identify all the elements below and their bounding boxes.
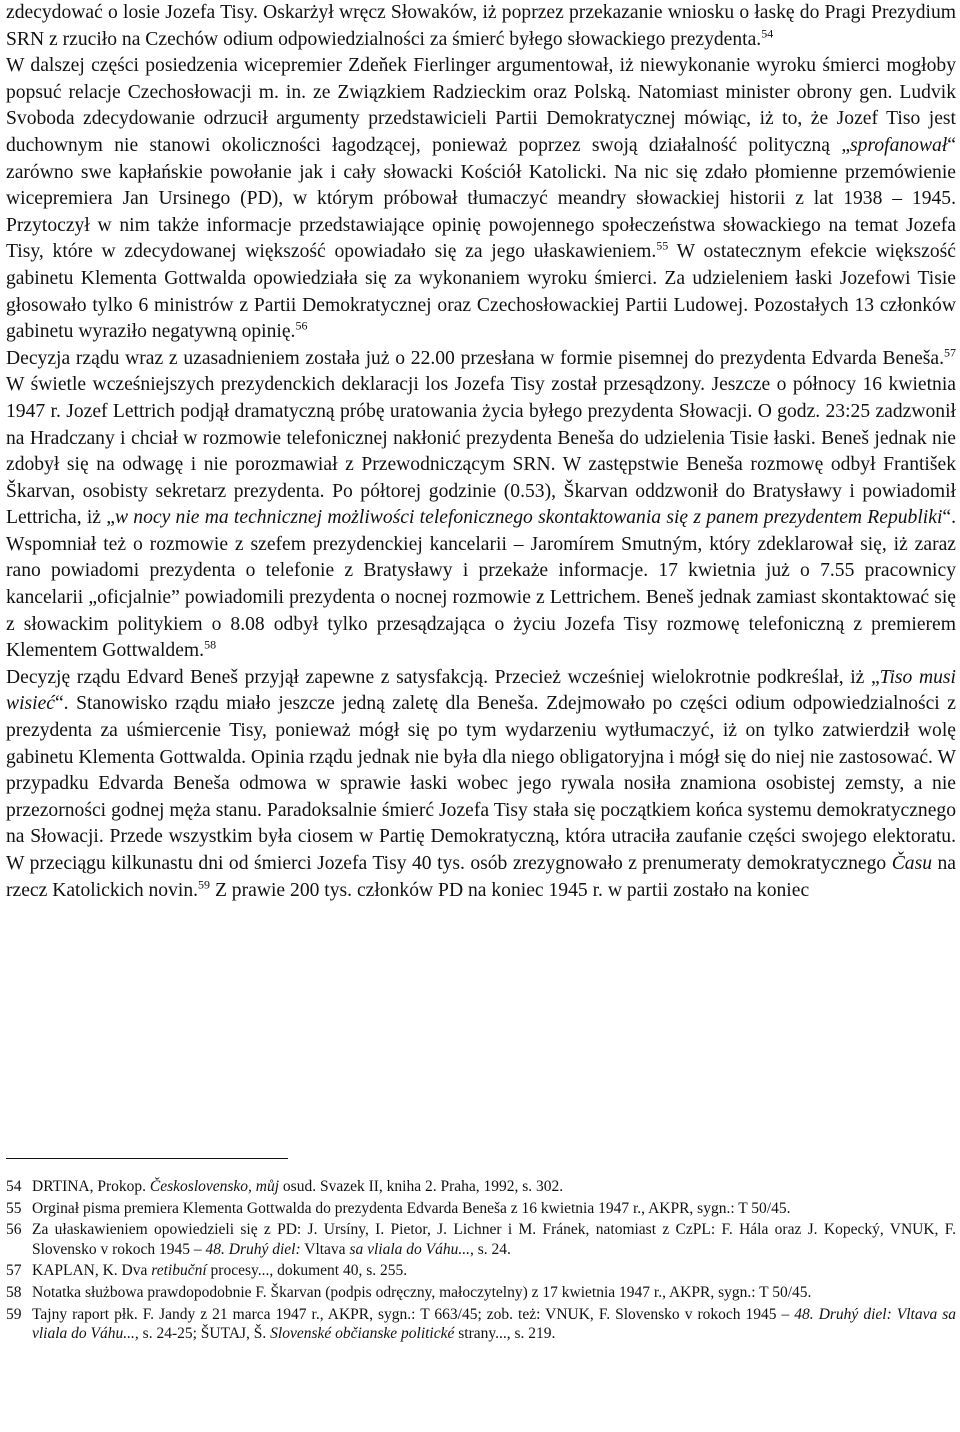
- footnote-ref-57[interactable]: 57: [944, 345, 956, 360]
- footnote-57: [6, 1261, 956, 1281]
- footnote-number: 54: [6, 1178, 22, 1195]
- footnote-number: 59: [6, 1305, 22, 1323]
- italic-text: Času: [891, 853, 932, 874]
- text-run: Tajny raport płk. F. Jandy z 21 marca 1947 r., AKPR, sygn.: T 663/45; zob. też: VNUK, F. Slovensko v rokoch 1945: [32, 1305, 782, 1323]
- italic-text: Tiso musi wisieć: [6, 666, 956, 715]
- footnote-ref-54[interactable]: 54: [761, 26, 774, 41]
- footnote-number: 55: [6, 1199, 22, 1217]
- italic-text: w nocy nie ma technicznej możliwości telefonicznego skontaktowania się z panem prezydentem Republiki: [114, 507, 943, 529]
- paragraph-1: [6, 0, 956, 346]
- text-run: s. 24-25; ŠUTAJ, Š.: [138, 1325, 271, 1343]
- text-run: strany..., s. 219.: [454, 1325, 556, 1343]
- footnote-number: 57: [6, 1262, 22, 1280]
- text-run: Notatka służbowa prawdopodobnie F. Škarvan (podpis odręczny, małoczytelny) z 17 kwietnia 1947 r., AKPR, sygn.: T 50/45.: [32, 1283, 812, 1301]
- footnote-text: [32, 1199, 956, 1219]
- footnote-number: 58: [6, 1283, 22, 1301]
- text-run: procesy..., dokument 40, s. 255.: [206, 1262, 408, 1280]
- footnote-text: [32, 1305, 956, 1344]
- footnote-ref-58[interactable]: 58: [204, 637, 217, 652]
- italic-text: – 48. Druhý diel: Vltava sa vliala do Váhu...,: [32, 1305, 956, 1343]
- text-run: Orginał pisma premiera Klementa Gottwalda do prezydenta Edvarda Beneša z 16 kwietnia 1947 r., AKPR, sygn.: T 50/45.: [32, 1199, 791, 1217]
- text-run: W ostatecznym efekcie większość gabinetu Klementa Gottwalda opowiedziała się za wykonaniem wyroku śmierci. Za udzieleniem łaski Jozefowi Tisie głosowało tylko 6 ministrów z Partii Demokratycznej oraz Czechosłowackiej Partii Ludowej. Pozostałych 13 członków gabinetu wyraziło negatywną opinię.: [6, 241, 956, 343]
- text-run: W dalszej części posiedzenia wicepremier Zdeňek Fierlinger argumentował, iż niewykonanie wyroku śmierci mogłoby popsuć relacje Czechosłowacji m. in. ze Związkiem Radzieckim oraz Polską. Natomiast minister obrony gen. Ludvik Svoboda zdecydowanie odrzucił argumenty przedstawicieli Partii Demokratycznej mówiąc, iż to, że Jozef Tiso jest duchownym nie stanowi okoliczności łagodzącej, ponieważ poprzez swoją działalność polityczną „: [6, 55, 956, 156]
- text-run: Za ułaskawieniem opowiedzieli się z PD: J. Ursíny, I. Pietor, J. Lichner i M. Fránek, natomiast z CzPL: F. Hála oraz J. Kopecký, VNUK, F. Slovensko v rokoch 1945: [32, 1221, 956, 1258]
- text-run: s. 24.: [473, 1240, 511, 1258]
- footnote-54: [6, 1177, 956, 1197]
- footnote-text: [32, 1261, 956, 1281]
- text-run: Decyzja rządu wraz z uzasadnieniem została już o 22.00 przesłana w formie pisemnej do prezydenta Edvarda Beneša.: [6, 347, 944, 369]
- text-run: DRTINA, Prokop.: [32, 1178, 150, 1195]
- text-run: KAPLAN, K. Dva: [32, 1262, 152, 1280]
- document-page: [6, 0, 956, 904]
- text-run: Decyzję rządu Edvard Beneš przyjął zapewne z satysfakcją. Przecież wcześniej wielokrotnie podkreślał, iż „: [6, 666, 880, 688]
- italic-text: – 48. Druhý diel:: [193, 1240, 301, 1258]
- text-run: “ zarówno swe kapłańskie powołanie jak i cały słowacki Kościół Katolicki. Na nic się zdało płomienne przemówienie wicepremiera Jan Ursinego (PD), w którym próbował tłumaczyć meandry słowackiej historii z lat 1938 – 1945. Przytoczył w nim także informacje przedstawiające opinię powojennego społeczeństwa słowackiego na temat Jozefa Tisy, które w zdecydowanej większość opowiadało się za jego ułaskawieniem.: [6, 134, 956, 263]
- text-run: “. Wspomniał też o rozmowie z szefem prezydenckiej kancelarii – Jaromírem Smutným, który zdeklarował się, iż zaraz rano powiadomi prezydenta o telefonie z Bratysławy i przekaże informacje. 17 kwietnia już o 7.55 pracownicy kancelarii „oficjalnie” powiadomili prezydenta o nocnej rozmowie z Lettrichem. Beneš jednak zamiast skontaktować się z słowackim politykiem o 8.08 odbył tylko przesądzająca o życiu Jozefa Tisy rozmowę telefoniczną z premierem Klementem Gottwaldem.: [6, 507, 956, 662]
- body-text: [6, 0, 956, 904]
- italic-text: sprofanował: [850, 134, 948, 156]
- footnote-number: 56: [6, 1221, 22, 1239]
- italic-text: sa vlialа do Váhu...,: [349, 1240, 474, 1258]
- footnote-text: [32, 1177, 956, 1197]
- text-run: “. Stanowisko rządu miało jeszcze jedną zaletę dla Beneša. Zdejmowało po części odium odpowiedzialności z prezydenta za uśmiercenie Tisy, ponieważ mógł się po tym wydarzeniu wytłumaczyć, iż on tylko zatwierdził wolę gabinetu Klementa Gottwalda. Opinia rządu jednak nie była dla niego obligatoryjna i mógł się do niej nie zastosować. W przypadku Edvarda Beneša odmowa w sprawie łaski wobec jego rywala nosiła znamiona osobistej zemsty, a nie przezorności godnej męża stanu. Paradoksalnie śmierć Jozefa Tisy stała się początkiem końca systemu demokratycznego na Słowacji. Przede wszystkim była ciosem w Partię Demokratyczną, która utraciła zaufanie części swojego elektoratu. W przeciągu kilkunastu dni od śmierci Jozefa Tisy 40 tys. osób zrezygnowało z prenumeraty demokratycznego: [6, 693, 956, 874]
- text-run: Vltava: [300, 1240, 350, 1258]
- footnote-56: [6, 1220, 956, 1259]
- footnote-58: [6, 1283, 956, 1303]
- footnote-separator: [6, 1158, 288, 1159]
- text-run: na rzecz Katolickich novin.: [6, 853, 956, 901]
- text-run: W świetle wcześniejszych prezydenckich deklaracji los Jozefa Tisy został przesądzony. Jeszcze o północy 16 kwietnia 1947 r. Jozef Lettrich podjął dramatyczną próbę uratowania życia byłego prezydenta Słowacji. O godz. 23:25 zadzwonił na Hradczany i chciał w rozmowie telefonicznej nakłonić prezydenta Beneša do udzielenia Tisie łaski. Beneš jednak nie zdobył się na odwagę i nie porozmawiał z Przewodniczącym SRN. W zastępstwie Beneša rozmowę odbył František Škarvan, osobisty sekretarz prezydenta. Po półtorej godzinie (0.53), Škarvan oddzwonił do Bratysławy i powiadomił Lettricha, iż „: [6, 374, 956, 529]
- footnote-ref-55[interactable]: 55: [656, 238, 669, 253]
- text-run: Z prawie 200 tys. członków PD na koniec 1945 r. w partii zostało na koniec: [210, 879, 810, 901]
- footnotes-section: [6, 1158, 956, 1346]
- italic-text: Československo, můj: [149, 1178, 280, 1195]
- text-run: osud. Svazek II, kniha 2. Praha, 1992, s. 302.: [279, 1178, 564, 1195]
- paragraph-3: [6, 665, 956, 904]
- footnote-55: [6, 1199, 956, 1219]
- paragraph-2: [6, 346, 956, 665]
- footnote-ref-56[interactable]: 56: [295, 318, 308, 333]
- text-run: zdecydować o losie Jozefa Tisy. Oskarżył wręcz Słowaków, iż poprzez przekazanie wniosku o łaskę do Pragi Prezydium SRN z rzuciło na Czechów odium odpowiedzialności za śmierć byłego słowackiego prezydenta.: [6, 2, 956, 50]
- italic-text: Slovenské občianske politické: [270, 1325, 455, 1343]
- italic-text: retibuční: [151, 1262, 207, 1280]
- footnote-text: [32, 1283, 956, 1303]
- footnote-59: [6, 1305, 956, 1344]
- footnote-text: [32, 1220, 956, 1259]
- footnote-ref-59[interactable]: 59: [198, 877, 211, 892]
